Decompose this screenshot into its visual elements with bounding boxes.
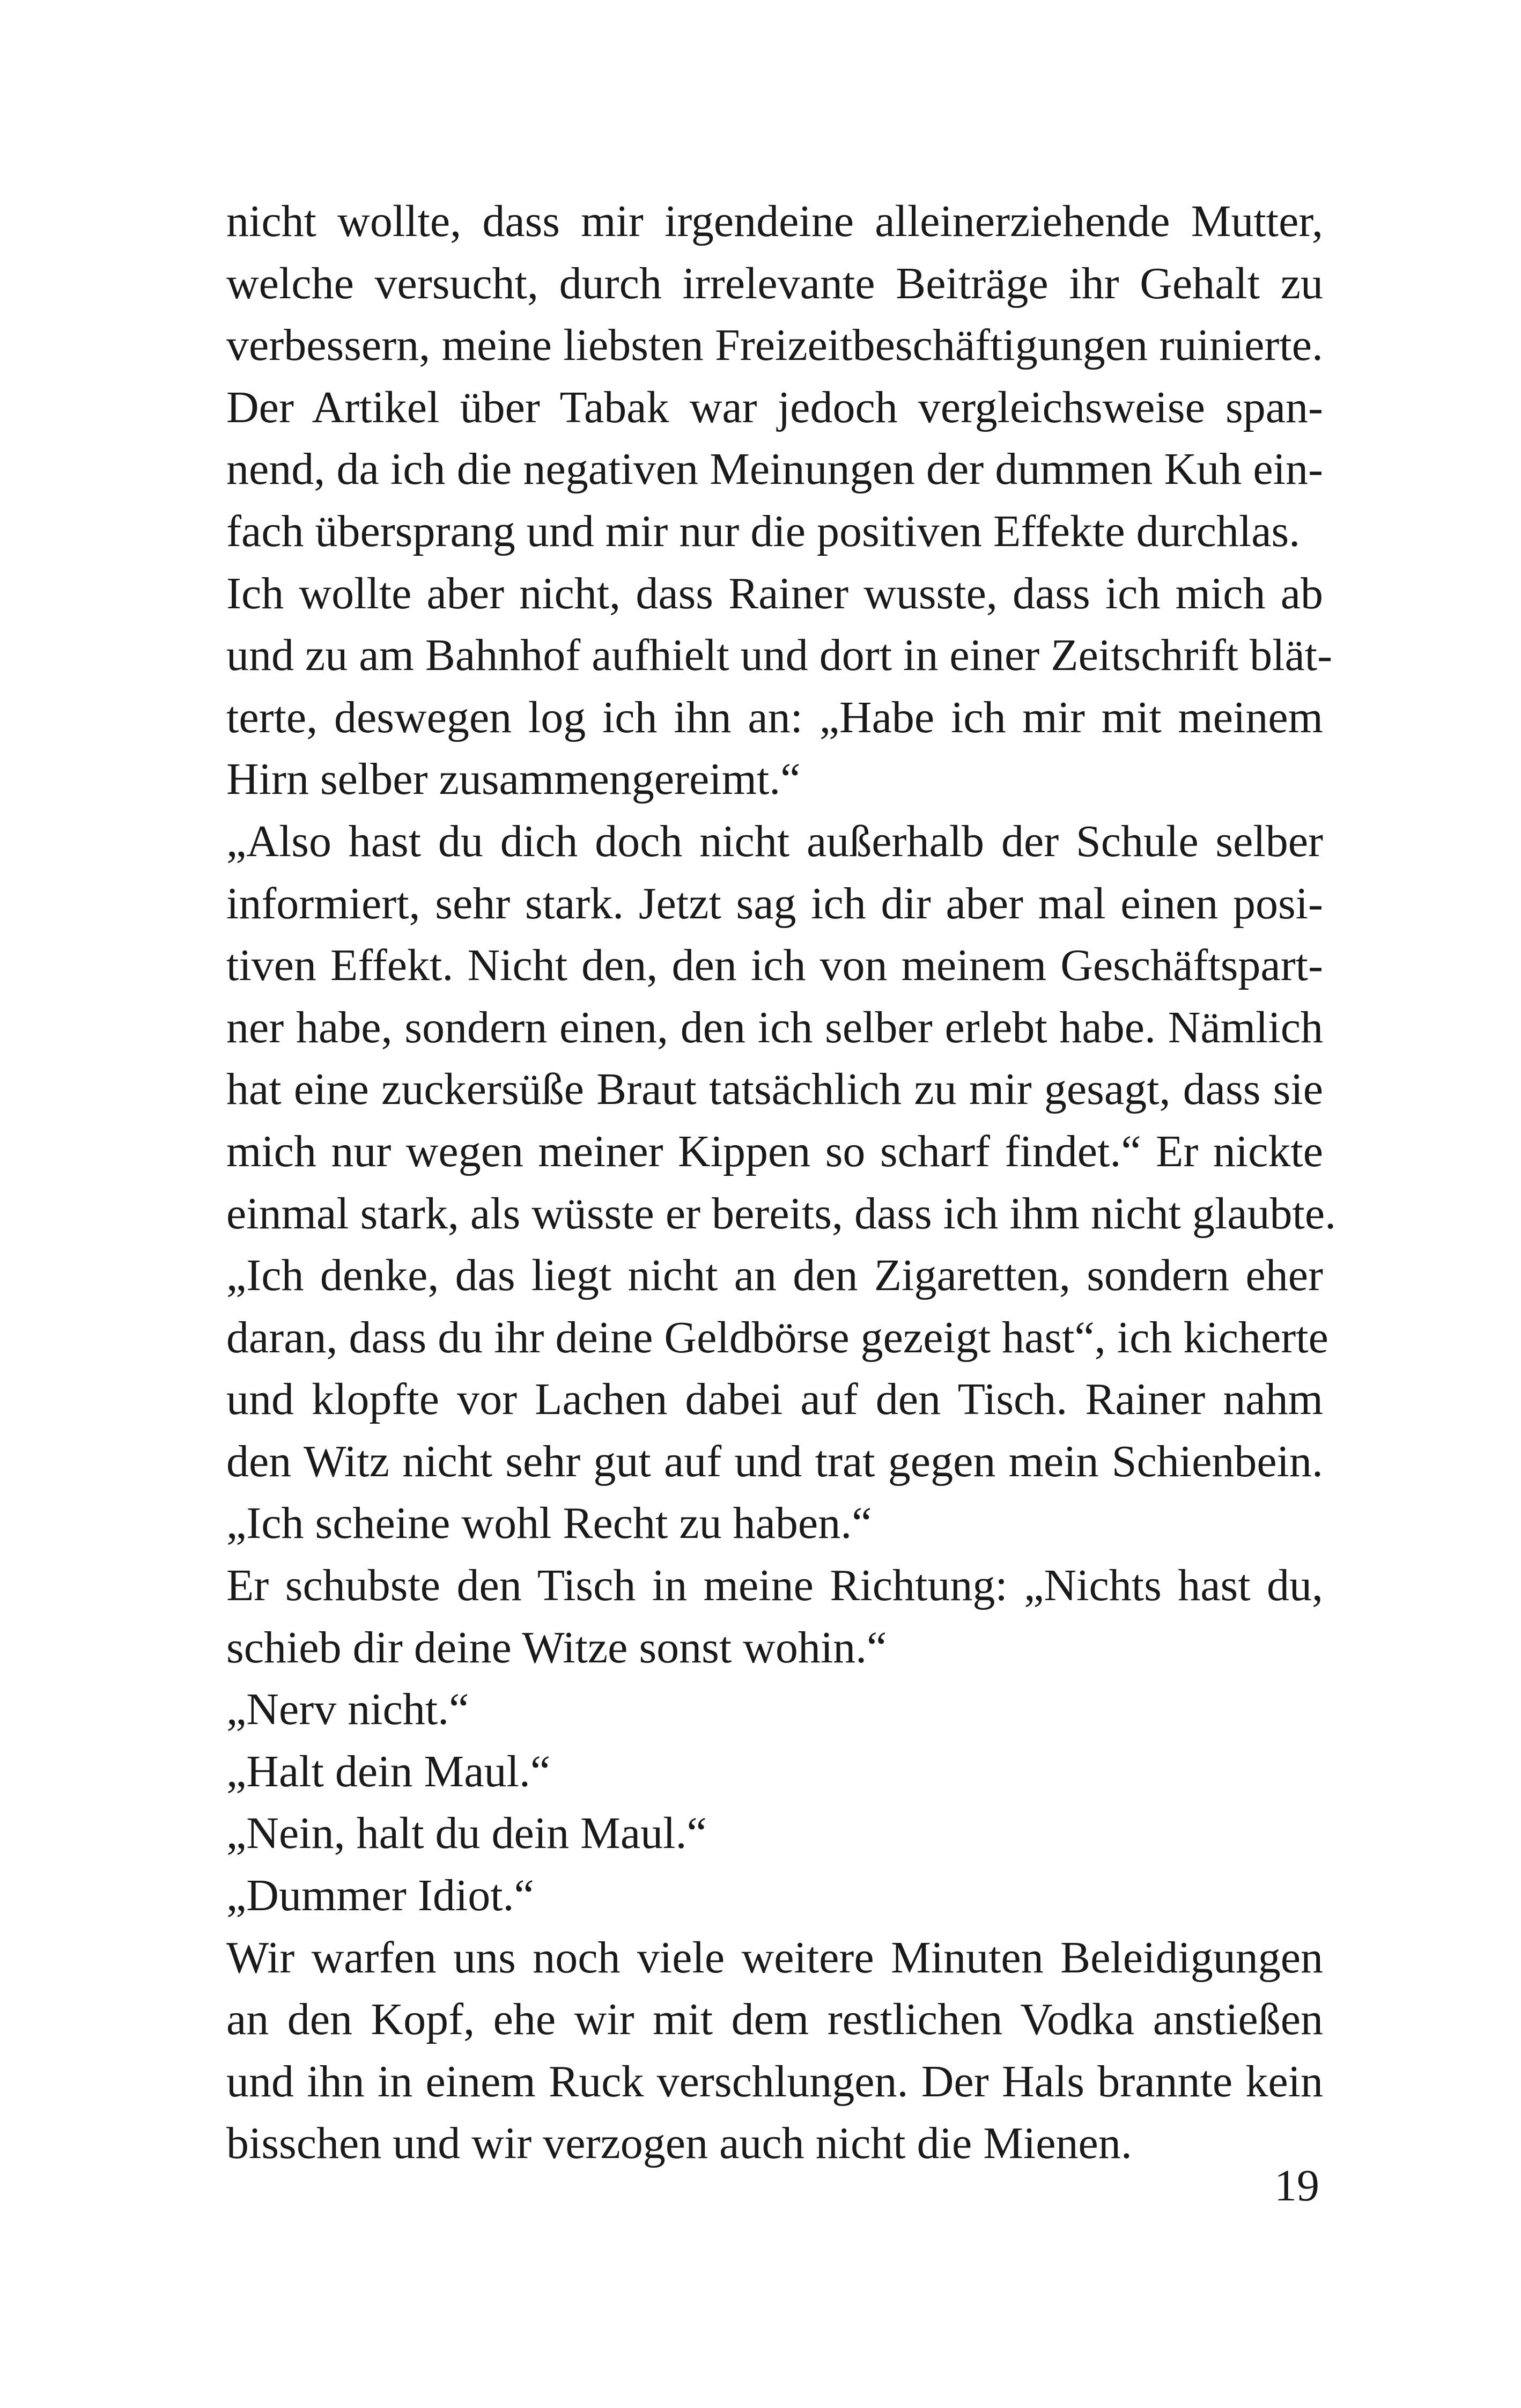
text-line: „Nerv nicht.“ xyxy=(226,1684,469,1735)
text-line: schieb dir deine Witze sonst wohin.“ xyxy=(226,1622,887,1673)
text-line: Der Artikel über Tabak war jedoch vergleichsweise span- xyxy=(226,382,1323,432)
text-line: Wir warfen uns noch viele weitere Minuten Beleidigungen xyxy=(226,1932,1323,1983)
text-line: hat eine zuckersüße Braut tatsächlich zu mir gesagt, dass sie xyxy=(226,1064,1323,1115)
text-line: daran, dass du ihr deine Geldbörse gezeigt hast“, ich kicherte xyxy=(226,1312,1328,1363)
text-line: Hirn selber zusammengereimt.“ xyxy=(226,754,801,805)
text-line: und ihn in einem Ruck verschlungen. Der Hals brannte kein xyxy=(226,2056,1323,2107)
text-line: „Also hast du dich doch nicht außerhalb der Schule selber xyxy=(226,816,1323,866)
text-line: „Ich denke, das liegt nicht an den Zigaretten, sondern eher xyxy=(226,1250,1323,1301)
text-line: „Ich scheine wohl Recht zu haben.“ xyxy=(226,1498,872,1549)
body-text xyxy=(226,190,1337,2175)
text-line: mich nur wegen meiner Kippen so scharf findet.“ Er nickte xyxy=(226,1126,1323,1176)
page-number: 19 xyxy=(1274,2161,1319,2211)
text-line: „Dummer Idiot.“ xyxy=(226,1871,534,1921)
text-line: fach übersprang und mir nur die positiven Effekte durchlas. xyxy=(226,506,1301,556)
text-line: „Nein, halt du dein Maul.“ xyxy=(226,1808,707,1859)
text-line: nicht wollte, dass mir irgendeine alleinerziehende Mutter, xyxy=(226,196,1323,246)
text-line: ner habe, sondern einen, den ich selber erlebt habe. Nämlich xyxy=(226,1002,1323,1052)
text-line: Er schubste den Tisch in meine Richtung: „Nichts hast du, xyxy=(226,1560,1323,1611)
text-line: Ich wollte aber nicht, dass Rainer wusste, dass ich mich ab xyxy=(226,568,1323,618)
text-line: bisschen und wir verzogen auch nicht die Mienen. xyxy=(226,2118,1132,2169)
text-line: tiven Effekt. Nicht den, den ich von meinem Geschäftspart- xyxy=(226,940,1323,991)
text-line: terte, deswegen log ich ihn an: „Habe ich mir mit meinem xyxy=(226,692,1323,742)
text-line: welche versucht, durch irrelevante Beiträge ihr Gehalt zu xyxy=(226,258,1323,308)
text-line: einmal stark, als wüsste er bereits, dass ich ihm nicht glaubte. xyxy=(226,1188,1337,1239)
text-line: nend, da ich die negativen Meinungen der dummen Kuh ein- xyxy=(226,444,1323,495)
text-line: den Witz nicht sehr gut auf und trat gegen mein Schienbein. xyxy=(226,1436,1323,1486)
text-line: verbessern, meine liebsten Freizeitbeschäftigungen ruinierte. xyxy=(226,320,1323,371)
text-line: „Halt dein Maul.“ xyxy=(226,1746,551,1796)
text-line: und klopfte vor Lachen dabei auf den Tisch. Rainer nahm xyxy=(226,1374,1323,1425)
text-line: an den Kopf, ehe wir mit dem restlichen Vodka anstießen xyxy=(226,1994,1323,2045)
text-line: und zu am Bahnhof aufhielt und dort in einer Zeitschrift blät- xyxy=(226,630,1333,681)
text-line: informiert, sehr stark. Jetzt sag ich dir aber mal einen posi- xyxy=(226,878,1323,929)
